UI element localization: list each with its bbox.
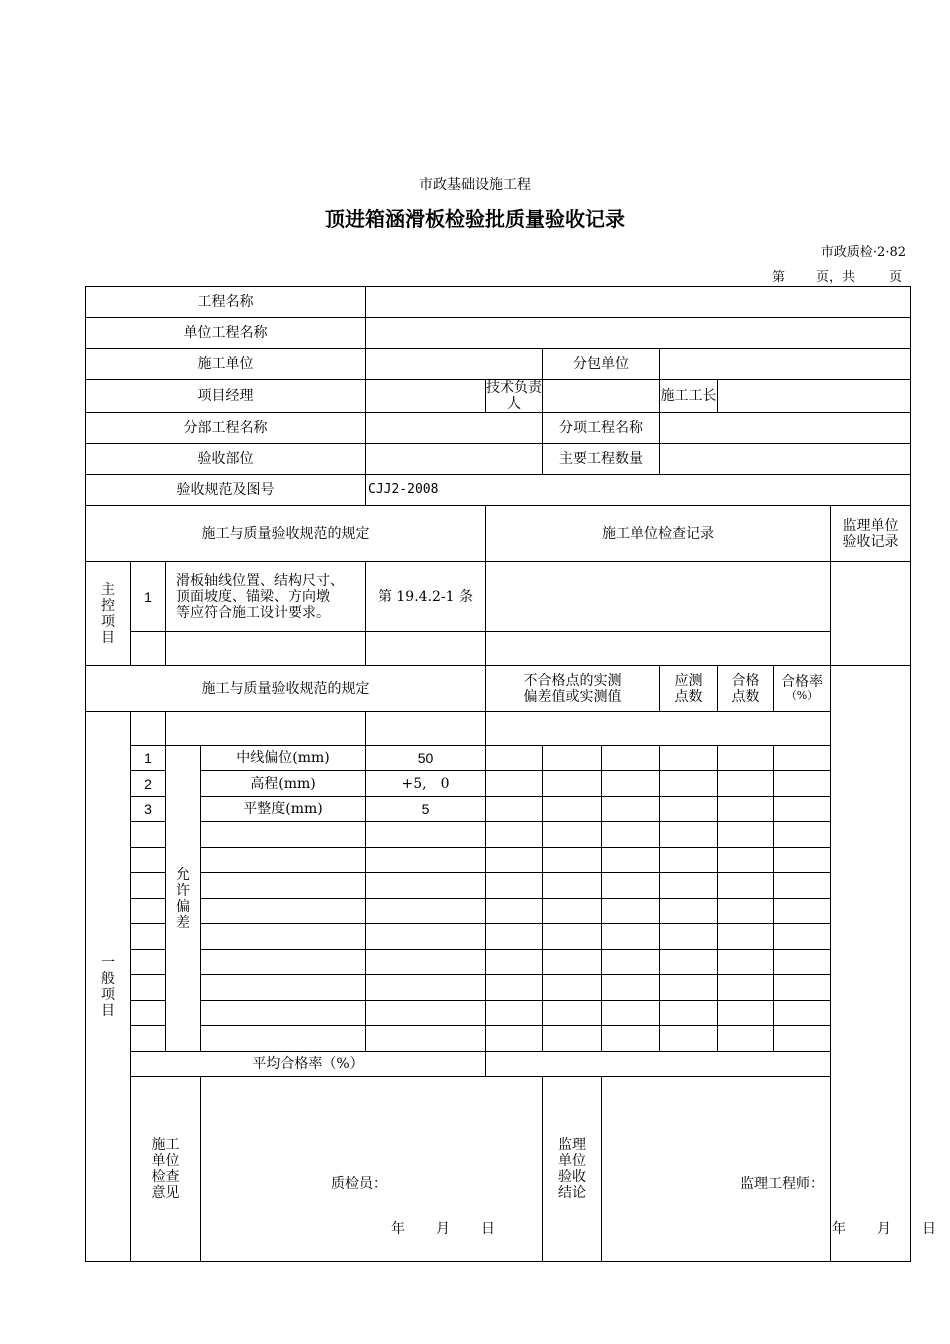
sc-label-line: 监理 <box>558 1137 586 1153</box>
deviation-row-no: 2 <box>131 771 166 797</box>
fail-header-line: 不合格点的实测 <box>523 672 622 689</box>
rate-unit: （%） <box>785 689 819 703</box>
cell[interactable] <box>774 924 831 950</box>
deviation-row-item: 平整度(mm) <box>201 797 366 822</box>
unit-project-label: 单位工程名称 <box>86 318 366 349</box>
cell[interactable] <box>774 771 831 797</box>
cell[interactable] <box>602 1001 660 1026</box>
contractor-field[interactable] <box>366 349 543 380</box>
gen-label-char: 一 <box>101 954 115 971</box>
empty-no <box>131 1001 166 1026</box>
cell[interactable] <box>660 873 718 899</box>
rate-header-line: 合格率 <box>781 674 823 691</box>
pm-label: 项目经理 <box>86 380 366 413</box>
general-spec-header: 施工与质量验收规范的规定 <box>86 666 486 712</box>
empty-no <box>131 924 166 950</box>
sc-day: 日 <box>922 1221 936 1238</box>
inspector-label: 质检员： <box>331 1176 387 1193</box>
cell[interactable] <box>774 797 831 822</box>
points-header-line: 点数 <box>674 688 703 705</box>
cell[interactable] <box>774 822 831 848</box>
empty-value <box>366 950 486 975</box>
gen-label-char: 项 <box>101 986 115 1003</box>
cell[interactable] <box>660 771 718 797</box>
gen-spacer-no <box>131 712 166 746</box>
cell[interactable] <box>543 746 602 771</box>
cell[interactable] <box>718 797 774 822</box>
deviation-row-value: 5 <box>366 797 486 822</box>
contractor-opinion-area[interactable] <box>201 1077 543 1262</box>
cell[interactable] <box>602 771 660 797</box>
cell[interactable] <box>486 1001 543 1026</box>
deviation-row-value: +5, 0 <box>366 771 486 797</box>
subcontractor-field[interactable] <box>660 349 911 380</box>
cell[interactable] <box>486 797 543 822</box>
empty-no <box>131 950 166 975</box>
fail-header <box>486 666 660 712</box>
cell[interactable] <box>543 899 602 924</box>
co-label-line: 检查 <box>151 1169 180 1186</box>
cell[interactable] <box>486 848 543 873</box>
deviation-row-no: 1 <box>131 746 166 771</box>
cell[interactable] <box>660 975 718 1001</box>
cell[interactable] <box>774 975 831 1001</box>
pass-header-line: 合格 <box>731 672 760 689</box>
co-label-line: 单位 <box>151 1153 180 1170</box>
empty-no <box>131 975 166 1001</box>
sc-month: 月 <box>877 1221 891 1238</box>
sc-label-line: 单位 <box>558 1153 586 1170</box>
standard-label: 验收规范及图号 <box>86 475 366 506</box>
main-empty-desc <box>166 632 366 666</box>
project-name-label: 工程名称 <box>86 287 366 318</box>
main-empty-no <box>131 632 166 666</box>
mc-label-char: 目 <box>101 629 115 646</box>
gen-spacer-item <box>166 712 366 746</box>
cell[interactable] <box>660 1026 718 1052</box>
cell[interactable] <box>718 1026 774 1052</box>
subitem-label: 分项工程名称 <box>543 413 660 444</box>
division-label: 分部工程名称 <box>86 413 366 444</box>
page-ye: 页 <box>889 270 903 285</box>
foreman-field[interactable] <box>718 380 911 413</box>
mc-label-char: 主 <box>101 581 115 598</box>
unit-project-field[interactable] <box>366 318 911 349</box>
empty-value <box>366 1001 486 1026</box>
points-header <box>660 666 718 712</box>
part-field[interactable] <box>366 444 543 475</box>
deviation-row-no: 3 <box>131 797 166 822</box>
cell[interactable] <box>602 797 660 822</box>
cell[interactable] <box>718 924 774 950</box>
empty-value <box>366 873 486 899</box>
contractor-opinion-label <box>131 1077 201 1262</box>
empty-item <box>201 975 366 1001</box>
tech-lead-label: 技术负责人 <box>486 380 542 413</box>
empty-value <box>366 848 486 873</box>
cell[interactable] <box>660 899 718 924</box>
cell[interactable] <box>660 950 718 975</box>
inspection-form-table <box>85 286 936 1262</box>
empty-value <box>366 822 486 848</box>
empty-value <box>366 899 486 924</box>
cell[interactable] <box>486 950 543 975</box>
mc-label-char: 控 <box>101 597 115 614</box>
gen-label-char: 般 <box>101 970 115 987</box>
empty-value <box>366 1026 486 1052</box>
deviation-row-value: 50 <box>366 746 486 771</box>
cell[interactable] <box>774 1001 831 1026</box>
cell[interactable] <box>543 848 602 873</box>
co-day: 日 <box>481 1221 495 1238</box>
co-month: 月 <box>436 1221 450 1238</box>
cell[interactable] <box>718 771 774 797</box>
empty-no <box>131 899 166 924</box>
cell[interactable] <box>718 950 774 975</box>
cell[interactable] <box>486 746 543 771</box>
cell[interactable] <box>543 771 602 797</box>
supervisor-header-line2: 验收记录 <box>842 533 899 550</box>
part-label: 验收部位 <box>86 444 366 475</box>
cell[interactable] <box>660 924 718 950</box>
cell[interactable] <box>543 950 602 975</box>
cell[interactable] <box>602 822 660 848</box>
subitem-field[interactable] <box>660 413 911 444</box>
cell[interactable] <box>602 746 660 771</box>
empty-no <box>131 1026 166 1052</box>
co-year: 年 <box>391 1221 405 1238</box>
general-section-label <box>86 712 131 1262</box>
gen-spacer-record[interactable] <box>486 712 831 746</box>
gen-spacer-value <box>366 712 486 746</box>
empty-item <box>201 822 366 848</box>
subcontractor-label: 分包单位 <box>543 349 660 380</box>
dev-label-char: 许 <box>176 882 190 899</box>
cell[interactable] <box>602 899 660 924</box>
empty-no <box>131 822 166 848</box>
cell[interactable] <box>660 797 718 822</box>
empty-item <box>201 848 366 873</box>
cell[interactable] <box>486 899 543 924</box>
cell[interactable] <box>486 771 543 797</box>
empty-value <box>366 924 486 950</box>
avg-rate-value[interactable] <box>486 1052 831 1077</box>
cell[interactable] <box>602 975 660 1001</box>
mc-label-char: 项 <box>101 613 115 630</box>
sc-year: 年 <box>832 1221 846 1238</box>
empty-item <box>201 899 366 924</box>
cell[interactable] <box>718 848 774 873</box>
form-title: 顶进箱涵滑板检验批质量验收记录 <box>325 207 625 231</box>
co-label-line: 意见 <box>151 1185 180 1202</box>
project-name-field[interactable] <box>366 287 911 318</box>
deviation-row-item: 中线偏位(mm) <box>201 746 366 771</box>
cell[interactable] <box>718 975 774 1001</box>
pass-header-line: 点数 <box>731 688 760 705</box>
empty-item <box>201 950 366 975</box>
foreman-label: 施工工长 <box>660 380 718 413</box>
cell[interactable] <box>718 873 774 899</box>
rate-header <box>774 666 831 712</box>
cell[interactable] <box>486 975 543 1001</box>
deviation-row-item: 高程(mm) <box>201 771 366 797</box>
quantity-field[interactable] <box>660 444 911 475</box>
cell[interactable] <box>543 873 602 899</box>
cell[interactable] <box>718 1001 774 1026</box>
empty-item <box>201 1001 366 1026</box>
points-header-line: 应测 <box>674 672 703 689</box>
supervisor-conclusion-label <box>543 1077 602 1262</box>
main-item-clause: 第 19.4.2-1 条 <box>366 562 486 632</box>
page-info <box>772 266 902 285</box>
standard-value[interactable]: CJJ2-2008 <box>366 475 911 506</box>
cell[interactable] <box>602 1026 660 1052</box>
main-empty-clause <box>366 632 486 666</box>
cell[interactable] <box>660 1001 718 1026</box>
main-empty-record[interactable] <box>486 632 831 666</box>
pm-field[interactable] <box>366 380 486 413</box>
cell[interactable] <box>774 746 831 771</box>
quantity-label: 主要工程数量 <box>543 444 660 475</box>
cell[interactable] <box>602 873 660 899</box>
dev-label-char: 偏 <box>176 898 190 915</box>
supervisor-conclusion-area[interactable] <box>602 1077 936 1262</box>
empty-item <box>201 873 366 899</box>
division-field[interactable] <box>366 413 543 444</box>
main-spec-header: 施工与质量验收规范的规定 <box>86 506 486 562</box>
page-di: 第 <box>772 270 786 285</box>
cell[interactable] <box>660 746 718 771</box>
cell[interactable] <box>602 950 660 975</box>
main-item-no: 1 <box>131 562 166 632</box>
pass-header <box>718 666 774 712</box>
sc-label-line: 验收 <box>558 1169 586 1186</box>
main-item-desc-line: 等应符合施工设计要求。 <box>176 604 330 621</box>
cell[interactable] <box>718 822 774 848</box>
empty-value <box>366 975 486 1001</box>
cell[interactable] <box>660 822 718 848</box>
deviation-label <box>166 746 201 1052</box>
cell[interactable] <box>486 924 543 950</box>
empty-item <box>201 1026 366 1052</box>
dev-label-char: 允 <box>176 866 190 883</box>
cell[interactable] <box>774 848 831 873</box>
main-control-section-label <box>86 562 131 666</box>
form-subtitle: 市政基础设施工程 <box>419 177 531 193</box>
cell[interactable] <box>486 873 543 899</box>
page-ye-gong: 页，共 <box>816 270 856 285</box>
avg-rate-label: 平均合格率（%） <box>131 1052 486 1077</box>
engineer-label: 监理工程师： <box>740 1176 824 1193</box>
empty-no <box>131 873 166 899</box>
cell[interactable] <box>543 1026 602 1052</box>
main-item-desc-line: 滑板轴线位置、结构尺寸、 <box>176 572 344 589</box>
cell[interactable] <box>660 848 718 873</box>
fail-header-line: 偏差值或实测值 <box>523 688 622 705</box>
main-item-desc <box>166 562 366 632</box>
co-label-line: 施工 <box>151 1137 180 1153</box>
gen-label-char: 目 <box>101 1002 115 1019</box>
dev-label-char: 差 <box>176 914 190 931</box>
cell[interactable] <box>543 975 602 1001</box>
main-record-header: 施工单位检查记录 <box>486 506 831 562</box>
cell[interactable] <box>543 797 602 822</box>
form-code: 市政质检·2·82 <box>820 245 906 260</box>
sc-label-line: 结论 <box>558 1185 586 1202</box>
tech-lead-field[interactable] <box>543 380 660 413</box>
cell[interactable] <box>543 822 602 848</box>
cell[interactable] <box>718 746 774 771</box>
cell[interactable] <box>543 924 602 950</box>
supervisor-header-line1: 监理单位 <box>842 517 899 534</box>
cell[interactable] <box>602 848 660 873</box>
contractor-label: 施工单位 <box>86 349 366 380</box>
main-supervisor-record[interactable] <box>831 562 911 666</box>
main-item-record[interactable] <box>486 562 831 632</box>
cell[interactable] <box>602 924 660 950</box>
cell[interactable] <box>774 873 831 899</box>
supervisor-header <box>831 506 911 562</box>
cell[interactable] <box>486 822 543 848</box>
cell[interactable] <box>774 899 831 924</box>
empty-item <box>201 924 366 950</box>
cell[interactable] <box>774 950 831 975</box>
cell[interactable] <box>486 1026 543 1052</box>
cell[interactable] <box>774 1026 831 1052</box>
cell[interactable] <box>718 899 774 924</box>
cell[interactable] <box>543 1001 602 1026</box>
main-item-desc-line: 顶面坡度、锚梁、方向墩 <box>176 588 330 605</box>
empty-no <box>131 848 166 873</box>
